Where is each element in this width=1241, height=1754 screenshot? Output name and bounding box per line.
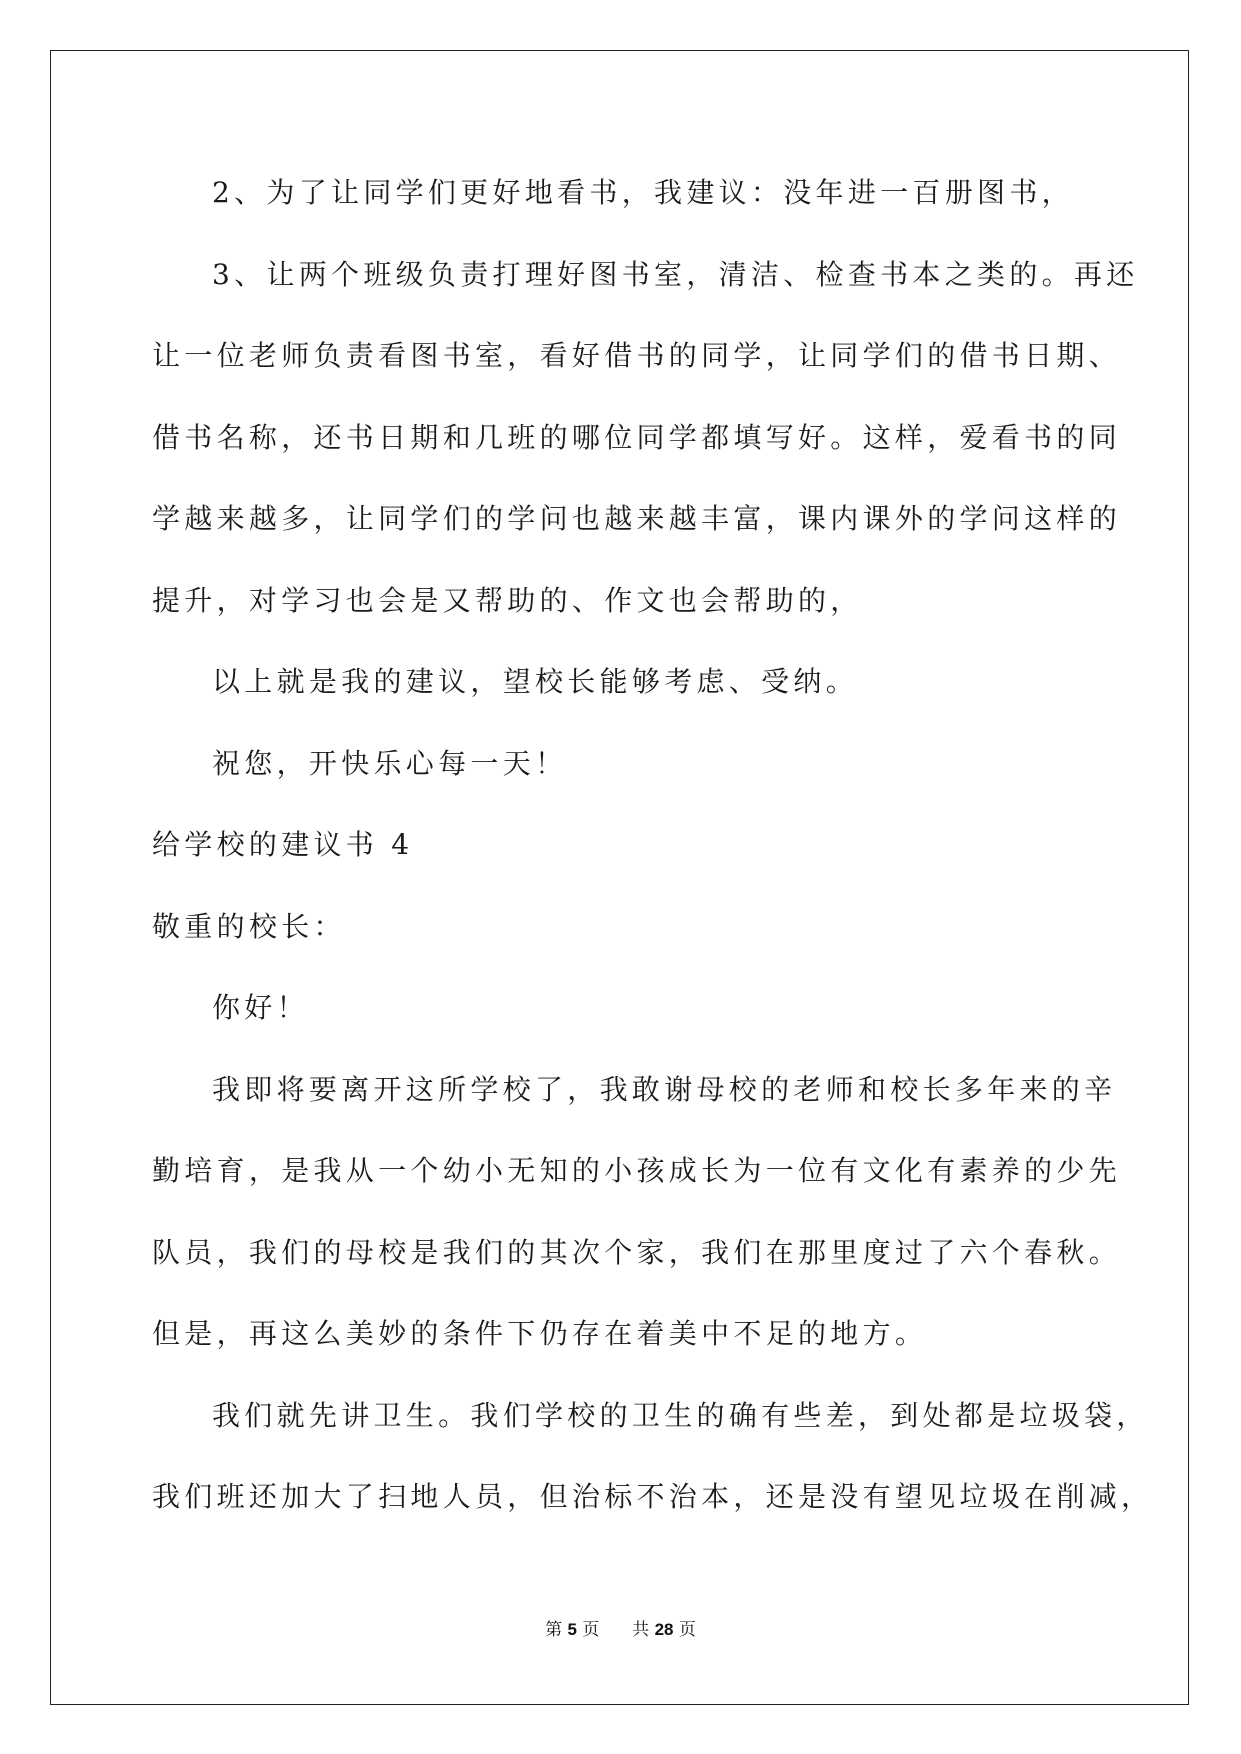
paragraph-line: 队员，我们的母校是我们的其次个家，我们在那里度过了六个春秋。 bbox=[152, 1236, 1122, 1269]
paragraph-line: 以上就是我的建议，望校长能够考虑、受纳。 bbox=[212, 665, 859, 698]
total-pages: 28 bbox=[654, 1620, 674, 1639]
salutation: 敬重的校长： bbox=[152, 910, 346, 943]
page-number: 5 bbox=[567, 1620, 577, 1639]
paragraph-line: 借书名称，还书日期和几班的哪位同学都填写好。这样，爱看书的同 bbox=[152, 421, 1122, 454]
closing-line: 祝您，开快乐心每一天！ bbox=[212, 747, 568, 780]
greeting: 你好！ bbox=[212, 991, 309, 1024]
paragraph-line: 2、为了让同学们更好地看书，我建议：没年进一百册图书， bbox=[212, 176, 1074, 209]
page-suffix: 页 bbox=[582, 1620, 600, 1640]
page-footer bbox=[0, 1619, 1241, 1641]
paragraph-line: 让一位老师负责看图书室，看好借书的同学，让同学们的借书日期、 bbox=[152, 339, 1122, 372]
section-heading: 给学校的建议书 4 bbox=[152, 828, 414, 861]
paragraph-line: 提升，对学习也会是又帮助的、作文也会帮助的， bbox=[152, 584, 863, 617]
total-prefix: 共 bbox=[632, 1620, 650, 1640]
paragraph-line: 学越来越多，让同学们的学问也越来越丰富，课内课外的学问这样的 bbox=[152, 502, 1122, 535]
paragraph-line: 我们就先讲卫生。我们学校的卫生的确有些差，到处都是垃圾袋， bbox=[212, 1399, 1149, 1432]
paragraph-line: 我们班还加大了扫地人员，但治标不治本，还是没有望见垃圾在削减， bbox=[152, 1480, 1154, 1513]
paragraph-line: 3、让两个班级负责打理好图书室，清洁、检查书本之类的。再还 bbox=[212, 258, 1139, 291]
paragraph-line: 但是，再这么美妙的条件下仍存在着美中不足的地方。 bbox=[152, 1317, 928, 1350]
paragraph-line: 勤培育，是我从一个幼小无知的小孩成长为一位有文化有素养的少先 bbox=[152, 1154, 1122, 1187]
paragraph-line: 我即将要离开这所学校了，我敢谢母校的老师和校长多年来的辛 bbox=[212, 1073, 1117, 1106]
page-prefix: 第 bbox=[545, 1620, 563, 1640]
page-border bbox=[50, 50, 1189, 1705]
total-suffix: 页 bbox=[678, 1620, 696, 1640]
